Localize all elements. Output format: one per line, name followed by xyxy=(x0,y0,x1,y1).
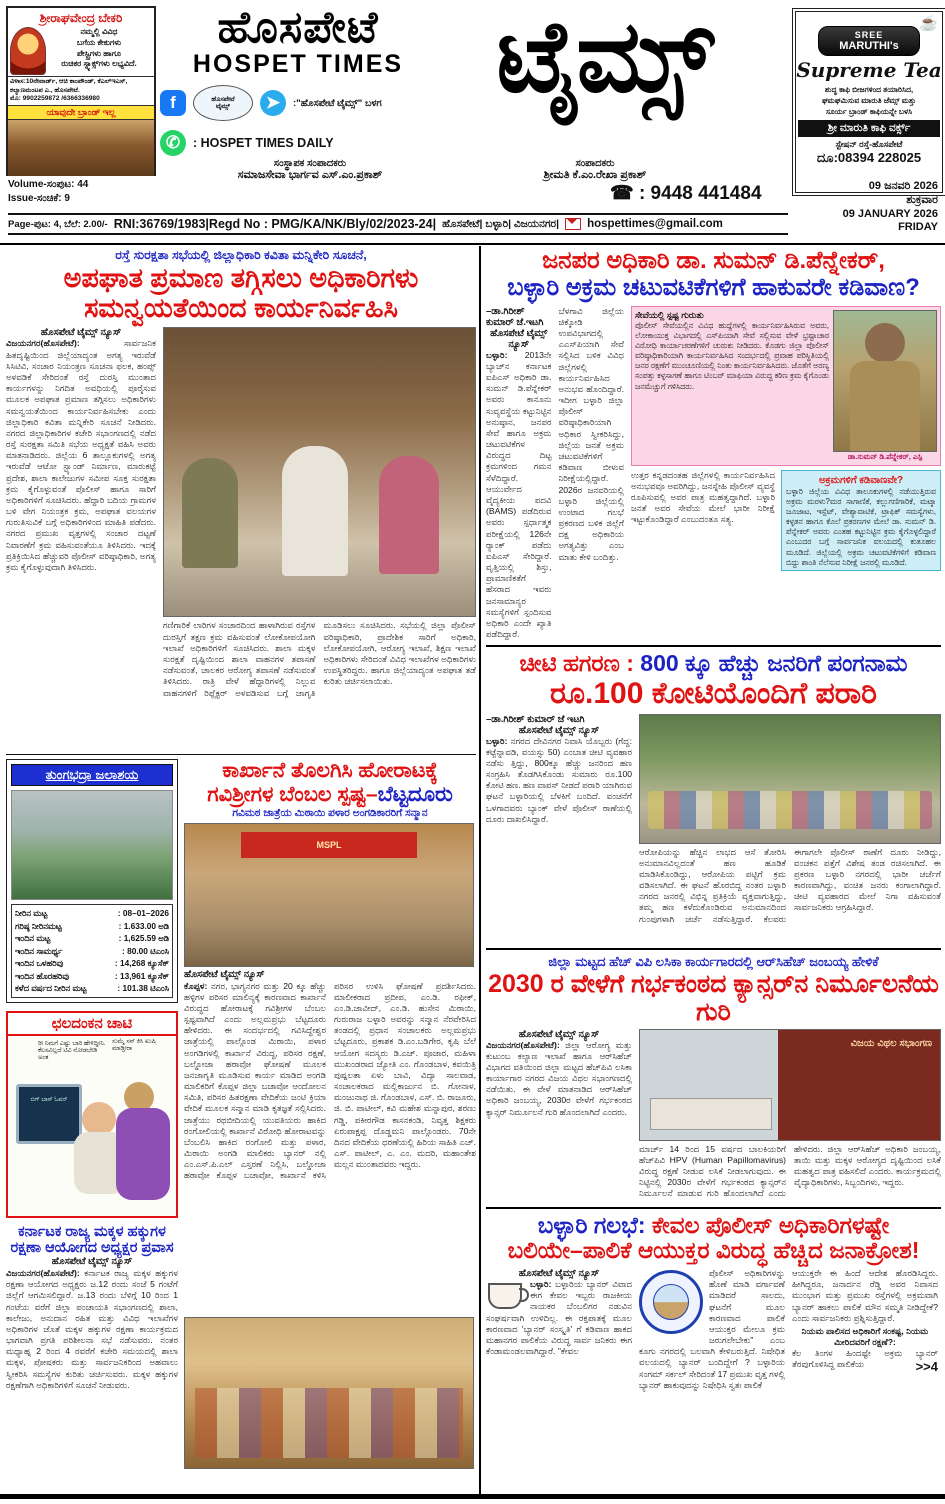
seal-emblem xyxy=(653,1284,689,1320)
reservoir-box xyxy=(6,759,178,1002)
ad-tea-line: ಸೂರ್ಯ ಬ್ರಾಂಡ್ ಕಾಫಿಯನ್ನೇ ಬಳಸಿ xyxy=(825,107,913,116)
teacup-icon: ☕ xyxy=(919,15,938,32)
a5-body-col1: ಬಳ್ಳಾರಿಯ ಬ್ಯಾನರ್ ವಿವಾದ ಈಗ ಕೇವಲ ಇಬ್ಬರು ರಾಜಕೀಯ ನಾಯಕರ ಬೆಂಬಲಿಗರ ನಡುವಿನ ಸಂಘರ್ಷವಾಗಿ ಉಳಿದಿಲ್ಲ. ಈ ರಕ್ತಪಾತಕ್ಕೆ ಮೂಲ ಕಾರಣವಾದ 'ಬ್ಯಾನರ್ ಸಂಸ್ಕೃತಿ' ಗೆ ಕಡಿವಾಣ ಹಾಕದ ಮಹಾನಗರ ಪಾಲಿಕೆಯ ವಿರುದ್ಧ ಸಾರ್ವ ಜನಿಕರು ಈಗ ಕೆಂಡಾಮಂಡಲವಾಗಿದ್ದಾರೆ. "ಕೇವಲ xyxy=(486,1279,633,1357)
victims-park-photo xyxy=(639,714,941,844)
teacup-sketch-icon xyxy=(488,1283,522,1309)
ad-bakery-line: ಪೇಸ್ಟ್ರಿಗಳು ಹಾಗೂ xyxy=(76,48,122,58)
cartoon-bubble: ಸುಮ್ಮೆ ಸನ್ ಕಿಸಿ ಖುಷಿ ಮಾಡ್ತೀರಾ xyxy=(112,1037,156,1052)
mspl-sanman-photo xyxy=(184,823,474,967)
editor-block xyxy=(470,158,720,182)
editor-label: ಸಂಪಾದಕರು xyxy=(575,158,615,169)
issue-label: Issue-ಸಂಚಿಕೆ: 9 xyxy=(8,192,70,204)
a1-col1 xyxy=(6,327,156,748)
a4-col1 xyxy=(486,1029,632,1202)
gmail-icon xyxy=(565,218,581,230)
mspl-banner: MSPL xyxy=(241,832,417,858)
cartoon-bubble: ರೀ ನಿಮಗೆ ಎಷ್ಟು ಬಾರಿ ಹೇಳಿದ್ದೀನಿ. ಕೆಲಸವಿಲ್ಲದೆ ಟಿವಿ ನೋಡಬೇಡಿ ಅಂತ xyxy=(38,1039,106,1061)
hall-banner-text: ವಿಜಯ ವಿಥಲ ಸಭಾಂಗಣ xyxy=(850,1037,932,1049)
reservoir-row: ಇಂದಿನ ಒಳಹರಿವು : 14,268 ಕ್ಯೂಸೆಕ್ xyxy=(15,958,169,969)
contact-phone: ☎ : 9448 441484 xyxy=(610,183,762,204)
a1-headline: ಅಪಘಾತ ಪ್ರಮಾಣ ತಗ್ಗಿಸಲು ಅಧಿಕಾರಿಗಳು ಸಮನ್ವಯತೆಯಿಂದ ಕಾರ್ಯನಿರ್ವಹಿಸಿ xyxy=(63,263,419,324)
circulation-places: ಹೊಸಪೇಟೆ| ಬಳ್ಳಾರಿ| ವಿಜಯನಗರ| xyxy=(442,217,560,230)
ad-tea-brand1: SREE xyxy=(854,30,884,40)
left-strip xyxy=(6,759,178,1468)
a5-headline1: ಬಳ್ಳಾರಿ ಗಲಭೆ: ಕೇವಲ ಪೊಲೀಸ್ ಅಧಿಕಾರಿಗಳಷ್ಟೇ xyxy=(537,1211,890,1238)
dais-table xyxy=(650,1098,772,1130)
reservoir-row: ಇಂದಿನ ಸಾಮರ್ಥ್ಯ : 80.00 ಟಿಎಂಸಿ xyxy=(15,945,169,956)
rni-number: RNI:36769/1983|Regd No : PMG/KA/NK/Bly/02/2023-24| xyxy=(113,217,437,231)
a2-right-stack xyxy=(631,306,941,640)
reservoir-table xyxy=(11,904,173,997)
pink-box-body: ಪೊಲೀಸ್ ಸೇವೆಯಲ್ಲಿನ ವಿವಿಧ ಹುದ್ದೆಗಳಲ್ಲಿ ಕಾರ್ಯನಿರ್ವಹಿಸಿರುವ ಅವರು, ಲೋಕಾಯುಕ್ತ ವಿಭಾಗದಲ್ಲಿ ಎಸ್‌ಪಿಯಾಗಿ ಸೇವೆ ಸಲ್ಲಿಸುವ ವೇಳೆ ಭ್ರಷ್ಟಾಚಾರ ವಿರೋಧಿ ಕಾರ್ಯಾಚರಣೆಗಳಿಗೆ ಚುರುಕು ನೀಡಿದರು. ಕೊಡಗು ಜಿಲ್ಲಾ ಪೊಲೀಸ್ ವರಿಷ್ಠಾಧಿಕಾರಿಯಾಗಿ ಕಾರ್ಯನಿರ್ವಹಿಸಿದ ಸಂದರ್ಭದಲ್ಲಿ ಪ್ರವಾಹ ಪರಿಸ್ಥಿತಿಯಲ್ಲಿ ಜನರ ರಕ್ಷಣೆಗೆ ಮುಂಚೂಣಿಯಲ್ಲಿ ನಿಂತು ಕಾರ್ಯನಿರ್ವಹಿಸಿದರು. ಜೊತೆಗೆ ಅರಣ್ಯ ಸಂಪತ್ತು ಕಳ್ಳಸಾಗಣೆ ಹಾಗೂ ಟಿಂಬರ್ ಮಾಫಿಯಾ ವಿರುದ್ಧ ಕಠಿಣ ಕ್ರಮ ಕೈಗೊಂಡು ಜನಮೆಚ್ಚುಗೆ ಗಳಿಸಿದರು. xyxy=(635,320,829,391)
phone-icon: ☎ xyxy=(610,183,634,204)
article-hpv xyxy=(486,954,941,1202)
meeting-photo xyxy=(163,327,476,617)
a2-body-col1: 2013ನೇ ಬ್ಯಾಚ್‌ನ ಕರ್ನಾಟಕ ಐಪಿಎಸ್ ಅಧಿಕಾರಿ ಡಾ. ಸುಮನ್ ಡಿ.ಪೆನ್ನೇಕರ್ ಅವರು ಕಾನೂನು ಸುವ್ಯವಸ್ಥೆಯ ಕಟ್ಟುನಿಟ್ಟಿನ ಅನುಷ್ಠಾನ, ಜನಪರ ಸೇವೆ ಹಾಗೂ ಅಕ್ರಮ ಚಟುವಟಿಕೆಗಳ ವಿರುದ್ಧದ ದಿಟ್ಟ ಕ್ರಮಗಳಿಂದ ಗಮನ ಸೆಳೆದಿದ್ದಾರೆ. ಆಯುರ್ವೇದ ವೈದ್ಯಕೀಯ ಪದವಿ (BAMS) ಪಡೆದಿರುವ ಅವರು ಸ್ಪರ್ಧಾತ್ಮಕ ಪರೀಕ್ಷೆಯಲ್ಲಿ 126ನೇ ರ‍್ಯಾಂಕ್ ಪಡೆದು ಐಪಿಎಸ್ ಸೇರಿದ್ದಾರೆ. ವೃತ್ತಿಯಲ್ಲಿ ಶಿಸ್ತು, ಪ್ರಾಮಾಣಿಕತೆಗೆ ಹೆಸರಾದ ಇವರು ಜನಸಾಮಾನ್ಯರ ಸಮಸ್ಯೆಗಳಿಗೆ ಸ್ಪಂದಿಸುವ ಅಧಿಕಾರಿ ಎಂದೇ ಖ್ಯಾತಿ ಪಡೆದಿದ್ದಾರೆ. xyxy=(486,349,552,640)
officer-caption: ಡಾ.ಸುಮನ್ ಡಿ.ಪೆನ್ನೇಕರ್, ಎಸ್ಪಿ xyxy=(847,451,923,461)
a7-dateline: ವಿಜಯನಗರ(ಹೊಸಪೇಟೆ): xyxy=(6,1268,80,1278)
a6-headline: ಕಾರ್ಖಾನೆ ತೊಲಗಿಸಿ ಹೋರಾಟಕ್ಕೆ ಗವಿಶ್ರೀಗಳ ಬೆಂಬಲ ಸ್ಪಷ್ಟ–ಬೆಟ್ಟದೂರು xyxy=(207,759,453,806)
masthead xyxy=(158,3,438,156)
header-divider xyxy=(0,243,945,245)
a1-dateline: ವಿಜಯನಗರ(ಹೊಸಪೇಟೆ): xyxy=(6,338,80,349)
a3-body-cols: ಆರೋಪಿಯನ್ನು ಹೆಚ್ಚಿನ ಲಾಭದ ಆಸೆ ತೋರಿಸಿ ಅನುಮಾನವಿಲ್ಲದಂತೆ ಹಣ ಹೂಡಿಕೆ ಮಾಡಿಸಿಕೊಂಡಿದ್ದು, ಆರೋಪಿಯ ಪಟ್ಟಿಗೆ ಕ್ರಮ ವಡಿಸಲಾಗಿದೆ. ಈ ಘಟನೆ ಹೊರಬಿದ್ದ ನಂತರ ಬಳ್ಳಾರಿ ನಗರದ ಜನರಲ್ಲಿ ವಿಭಿನ್ನ ಪ್ರತಿಕ್ರಿಯೆ ವ್ಯಕ್ತವಾಗುತ್ತಿದ್ದು, ತಮ್ಮ ಹಣ ಕಳೆದುಕೊಂಡಿರುವ ಅನುಮಾನದಿಂದ ಗುಂಪುಗಳಾಗಿ ಚರ್ಚೆ ನಡೆಸುತ್ತಿದ್ದಾರೆ. ಕೆಲವರು ಈಗಾಗಲೇ ಪೊಲೀಸ್ ಠಾಣೆಗೆ ದೂರು ನೀಡಿದ್ದು, ವಂಚಕನ ಪತ್ತೆಗೆ ವಿಶೇಷ ತಂಡ ರಚಿಸಲಾಗಿದೆ. ಈ ಪ್ರಕರಣ ಬಳ್ಳಾರಿ ನಗರದಲ್ಲಿ ಭಾರೀ ಚರ್ಚೆಗೆ ಕಾರಣವಾಗಿದ್ದು, ವಂಚಿತ ಜನರು ಕಂಗಾಲಾಗಿದ್ದಾರೆ. ಚೀಟಿ ವ್ಯವಹಾರದ ಮೇಲೆ ನಿಗಾ ವಹಿಸುವಂತೆ ಸಾರ್ವಜನಿಕರು ಆಗ್ರಹಿಸಿದ್ದಾರೆ. xyxy=(639,846,941,924)
a5-col3 xyxy=(792,1268,938,1391)
a6-kicker: ಗವಿಮಠ ಜಾತ್ರೆಯ ಮಿಠಾಯಿ ಪಳಾರ ಅಂಗಡಿಕಾರರಿಗೆ ಸನ್ಮಾನ xyxy=(232,806,428,819)
left-column xyxy=(6,248,476,1469)
ad-supreme-tea xyxy=(792,8,945,196)
date-block xyxy=(795,180,938,235)
officer-uniform xyxy=(850,361,920,451)
founder-block xyxy=(160,158,460,182)
a4-body-cols: ಮಾರ್ಚ್ 14 ರಿಂದ 15 ವರ್ಷದ ಬಾಲಕಿಯರಿಗೆ ಹೆಚ್‌ಪಿವಿ HPV (Human Papillomavirus) ವಿರುದ್ಧ ರಕ್ಷಣೆ ನೀಡುವ ಲಸಿಕೆ ನೀಡಲಾಗುವುದು. ಈ ನಿಟ್ಟಿನಲ್ಲಿ 2030ರ ವೇಳೆಗೆ ಗರ್ಭಕಂಠದ ಕ್ಯಾನ್ಸರ್‌ನ ನಿರ್ಮೂಲನೆ ಮಾಡುವ ಗುರಿ ಹೊಂದಲಾಗಿದೆ ಎಂದು ಹೇಳಿದರು. ಜಿಲ್ಲಾ ಆರ್‌ಸಿಹೆಚ್ ಅಧಿಕಾರಿ ಜಂಬಯ್ಯ, ತಾಯಿ ಮತ್ತು ಮಕ್ಕಳ ಆರೋಗ್ಯದ ದೃಷ್ಟಿಯಿಂದ ಲಸಿಕೆ ಮಹತ್ವದ ಪಾತ್ರ ವಹಿಸಲಿದೆ ಎಂದರು. ಕಾರ್ಯಕ್ರಮದಲ್ಲಿ ವೈದ್ಯಾಧಿಕಾರಿಗಳು, ಸಿಬ್ಬಂದಿಗಳು, ಇದ್ದರು. xyxy=(639,1143,941,1199)
email-address: hospettimes@gmail.com xyxy=(587,218,723,230)
registration-line xyxy=(8,213,788,235)
officer-head xyxy=(865,323,905,363)
volume-block xyxy=(8,178,158,205)
deity-image xyxy=(10,27,46,75)
a4-body-col1: ಜಿಲ್ಲಾ ಆರೋಗ್ಯ ಮತ್ತು ಕುಟುಂಬ ಕಲ್ಯಾಣ ಇಲಾಖೆ ಹಾಗೂ ಆರ್‌ಸಿಹೆಚ್ ವಿಭಾಗದ ವತಿಯಿಂದ ಜಿಲ್ಲಾ ಮಟ್ಟದ ಹೆಚ್‌ಪಿವಿ ಲಸಿಕಾ ಕಾರ್ಯಾಗಾರ ನಗರದ ವಿಜಯ ವಿಥಲ ಸಭಾಂಗಣದಲ್ಲಿ ನಡೆಯಿತು. ಈ ವೇಳೆ ಮಾತನಾಡಿದ ಆರ್‌ಸಿಹೆಚ್ ಅಧಿಕಾರಿ ಜಂಬಯ್ಯ, 2030ರ ವೇಳೆಗೆ ಗರ್ಭಕಂಠದ ಕ್ಯಾನ್ಸರ್ ನಿರ್ಮೂಲನೆ ಗುರಿ ಹೊಂದಲಾಗಿದೆ ಎಂದರು. xyxy=(486,1039,632,1117)
ad-tea-phone: ದೂ:08394 228025 xyxy=(816,150,922,165)
founder-name: ಸಮಾಜಸೇವಾ ಭಾರ್ಗವ ಎಸ್.ಎಂ.ಪ್ರಕಾಶ್ xyxy=(237,169,383,181)
ad-tea-address: ಸ್ಟೇಷನ್ ರಸ್ತೆ-ಹೊಸಪೇಟೆ xyxy=(835,139,903,149)
ad-bakery-line: ನಮ್ಮಲ್ಲಿ ವಿವಿಧ xyxy=(80,27,118,36)
blue-box-title: ಅಕ್ರಮಗಳಿಗೆ ಕಡಿವಾಣವೇ? xyxy=(818,474,904,486)
article-chit-scam xyxy=(486,651,941,942)
reservoir-row: ಕಳೆದ ವರ್ಷದ ನೀರಿನ ಮಟ್ಟ : 101.38 ಟಿಎಂಸಿ xyxy=(15,983,169,994)
a2-headline-blue: ಬಳ್ಳಾರಿ ಅಕ್ರಮ ಚಟುವಟಿಕೆಗಳಿಗೆ ಹಾಕುವರೇ ಕಡಿವಾಣ? xyxy=(507,273,920,301)
article-divider xyxy=(486,1207,941,1209)
day-english: FRIDAY xyxy=(898,221,938,234)
volume-label: Volume-ಸಂಪುಟ: 44 xyxy=(8,179,89,190)
day-kannada: ಶುಕ್ರವಾರ xyxy=(906,193,938,206)
ad-bakery-line: ಬಗೆಯ ಕೇಕುಗಳು xyxy=(76,37,122,47)
article-ballari-riot xyxy=(486,1213,941,1391)
cartoon-tv: ಬಿಗ್ ಬಾಸ್ ಓಪನ್ xyxy=(16,1084,82,1144)
cartoon-woman-body xyxy=(116,1108,170,1200)
a1-right-area xyxy=(163,327,476,748)
a7-body: ಕರ್ನಾಟಕ ರಾಜ್ಯ ಮಕ್ಕಳ ಹಕ್ಕುಗಳ ರಕ್ಷಣಾ ಆಯೋಗದ ಅಧ್ಯಕ್ಷರು ಜ.12 ರಂದು ಸಂಜೆ 5 ಗಂಟೆಗೆ ಜಿಲ್ಲೆಗೆ ಆಗಮಿಸಲಿದ್ದಾರೆ. ಜ.13 ರಂದು ಬೆಳಿಗ್ಗೆ 10 ರಿಂದ 1 ಗಂಟೆಯ ವರೆಗೆ ಜಿಲ್ಲಾ ಪಂಚಾಯತಿ ಸಭಾಂಗಣದಲ್ಲಿ ಶಾಲಾ, ಕಾಲೇಜು, ಅನುದಾನ ರಹಿತ ಮತ್ತು ವಿವಿಧ ಇಲಾಖೆಗಳ ಅಧಿಕಾರಿಗಳ ಜೊತೆ ಮಕ್ಕಳ ಹಕ್ಕುಗಳ ರಕ್ಷಣಾ ಕಾರ್ಯಕ್ರಮದ ಭಾಗವಾಗಿ ಪ್ರಗತಿ ಪರಿಶೀಲನಾ ಸಭೆ ನಡೆಸುವರು. ನಂತರ ಮಧ್ಯಾಹ್ನ 2 ರಿಂದ 4 ರವರೆಗೆ ಕಚೇರಿ ಸಮಯದಲ್ಲಿ ಶಾಲಾ ಮಕ್ಕಳ, ಪೋಷಕರು ಮತ್ತು ಸಾರ್ವಜನಿಕರಿಂದ ಅಹವಾಲು ಸ್ವೀಕರಿಸಿ ಸಮಸ್ಯೆಗಳ ಕುರಿತು ಚರ್ಚಿಸುವರು. ಮಕ್ಕಳ ಹಕ್ಕುಗಳ ರಕ್ಷಣೆಗಾಗಿ ಅಧಿಕಾರಿಗಳಿಗೆ ಸೂಚನೆ ನೀಡುವರು. xyxy=(6,1268,178,1390)
cartoon-box xyxy=(6,1011,178,1218)
a1-body-col2: ಗಣಿಗಾರಿಕೆ ಲಾರಿಗಳ ಸಂಚಾರದಿಂದ ಹಾಳಾಗಿರುವ ರಸ್ತೆಗಳ ದುರಸ್ತಿಗೆ ತಕ್ಷಣ ಕ್ರಮ ವಹಿಸುವಂತೆ ಲೋಕೋಪಯೋಗಿ ಇಲಾಖೆ ಅಧಿಕಾರಿಗಳಿಗೆ ಸೂಚಿಸಿದರು. ಶಾಲಾ ಮಕ್ಕಳ ಸುರಕ್ಷತೆ ದೃಷ್ಟಿಯಿಂದ ಶಾಲಾ ವಾಹನಗಳ ತಪಾಸಣೆ ನಡೆಸುವಂತೆ, ಚಾಲಕರ ಆರೋಗ್ಯ ತಪಾಸಣೆ ನಡೆಸುವಂತೆ ತಿಳಿಸಿದರು. ರಾತ್ರಿ ವೇಳೆ ಹೆದ್ದಾರಿಗಳಲ್ಲಿ ನಿಲ್ಲುವ ವಾಹನಗಳಿಗೆ ರಿಫ್ಲೆಕ್ಟರ್ ಅಳವಡಿಸುವ ಬಗ್ಗೆ ಜಾಗೃತಿ ಮೂಡಿಸಲು ಸೂಚಿಸಿದರು. xyxy=(163,620,396,698)
a6-body-col2: ಮಾಲೀಕರಾದ ಪ್ರದೀಪ, ಎಂ.ಡಿ. ರಫೀಕ್, ಎಂ.ಡಿ.ಜಾವೀದ್, ಎಂ.ಡಿ. ಹುಸೇನ ಮಿಠಾಯಿ, ಗುರುರಾಜ ಬಳ್ಳಾರಿ ಅವರನ್ನು ಸನ್ಮಾನ ನೆರವೇರಿಸಿದ ತಂಡದಲ್ಲಿ ಪ್ರಧಾನ ಸಂಚಾಲಕರು ಅಲ್ಲಮಪ್ರಭು ಬೆಟ್ಟದೂರು, ಪ್ರಕಾಶಕ ಡಿ.ಎಂ.ಬಡಿಗೇರ, ಕೃಷಿ ಬೆಲೆ ಆಯೋಗ ಸದಸ್ಯರು ಡಿ.ಎಚ್. ಪೂಜಾರ, ಮಹಿಳಾ ಮುಖಂಡರಾದ ಜ್ಯೋತಿ ಎಂ. ಗೊಂಡಬಾಳ, ಕವಯಿತ್ರಿ ಪುಷ್ಪಲತಾ ಏಳು ಬಾವಿ, ವಿದ್ಯಾ ಸಾಲವಾಡ, ಸಂಚಾಲಕರಾದ ಮಲ್ಲಿಕಾರ್ಜುನ ಬಿ. ಗೋನಾಳ, ಮಂಜುನಾಥ ಜಿ. ಗೊಂಡಬಾಳ, ಎಸ್. ಬಿ. ರಾಜೂರು, ಜಿ. ಬಿ. ಪಾಟೀಲ್, ಕವಿ ಮಹೇಶ ಮನ್ನಾಪುರ, ಶರಣು ಗಡ್ಡಿ, ಪಕೀರಗೌಡ ಕಾಸನಕಂಡಿ, ನಿವೃತ್ತ ಶಿಕ್ಷಕರು ಏರುಪಾಕ್ಷಪ್ಪ ದೊಡ್ಡಮನಿ ಪಾಲ್ಗೊಂಡರು. 70ನೇ ದಿನದ ವೇದಿಕೆಯ ಧರಣೆಯಲ್ಲಿ ಹಿರಿಯ ಸಾಹಿತಿ ಎಚ್. ಎಸ್. ಪಾಟೀಲ್, ಎ. ಎಂ. ಮದರಿ, ಮಹಾಂತೇಶ ಮಲ್ಲನ ಮುಂತಾದವರು ಇದ್ದರು. xyxy=(334,991,476,1170)
ad-tea-line: ಶುದ್ಧ ಕಾಫಿ ಬೀಜಗಳಿಂದ ತಯಾರಿಸಿದ, xyxy=(824,85,914,94)
seated-crowd xyxy=(648,791,932,829)
reservoir-title: ತುಂಗಭದ್ರಾ ಜಲಾಶಯ xyxy=(11,764,173,786)
telegram-icon: ➤ xyxy=(260,90,286,116)
a4-headline: 2030 ರ ವೇಳೆಗೆ ಗರ್ಭಕಂಠದ ಕ್ಯಾನ್ಸರ್‌ನ ನಿರ್ಮೂಲನೆಯ ಗುರಿ xyxy=(488,969,939,1026)
page-price: Page-ಪುಟ: 4, ಬೆಲೆ: 2.00/- xyxy=(8,218,108,230)
a4-dateline: ವಿಜಯನಗರ(ಹೊಸಪೇಟೆ): xyxy=(486,1039,560,1050)
speaker-figure xyxy=(282,446,348,576)
a4-byline: ಹೊಸಪೇಟೆ ಟೈಮ್ಸ್ ನ್ಯೂಸ್ xyxy=(518,1028,600,1040)
a5-subhead: ನಿಯಮ ಪಾಲಿಸದ ಅಧಿಕಾರಿಗೆ ಸಂಕಷ್ಟ, ನಿಯಮ ಮೀರಿದವರಿಗೆ ರಕ್ಷಣೆ?: xyxy=(801,1325,929,1348)
editor-name: ಶ್ರೀಮತಿ ಕೆ.ಎಂ.ರೇಖಾ ಪ್ರಕಾಶ್ xyxy=(543,169,647,181)
a1-body-col3: ಸಭೆಯಲ್ಲಿ ಜಿಲ್ಲಾ ಪೊಲೀಸ್ ವರಿಷ್ಠಾಧಿಕಾರಿ, ಪ್ರಾದೇಶಿಕ ಸಾರಿಗೆ ಅಧಿಕಾರಿ, ಲೋಕೋಪಯೋಗಿ, ಆರೋಗ್ಯ ಇಲಾಖೆ, ಶಿಕ್ಷಣ ಇಲಾಖೆ ಅಧಿಕಾರಿಗಳು ಸೇರಿದಂತೆ ವಿವಿಧ ಇಲಾಖೆಗಳ ಅಧಿಕಾರಿಗಳು ಉಪಸ್ಥಿತರಿದ್ದರು. ಹಾಗೂ ಜಿಲ್ಲೆಯಾದ್ಯಂತ ಅಪಘಾತ ತಡೆ ಕುರಿತು ಚರ್ಚಿಸಲಾಯಿತು. xyxy=(323,620,476,687)
right-column xyxy=(486,248,941,1391)
ad-bakery-line: ರುಚಿಕರ ಸ್ನ್ಯಾಕ್ಸ್‌ಗಳು ಲಭ್ಯವಿದೆ. xyxy=(61,59,137,69)
a6-body-col1: ನಗರ, ಭಾಗ್ಯನಗರ ಮತ್ತು 20 ಕ್ಕೂ ಹೆಚ್ಚು ಹಳ್ಳಿಗಳ ಪರಿಸರ ಮಾಲಿನ್ಯಕ್ಕೆ ಕಾರಣವಾದ ಕಾರ್ಖಾನೆ ವಿರುದ್ಧದ ಹೋರಾಟಕ್ಕೆ ಗವಿಶ್ರೀಗಳ ಬೆಂಬಲ ಸ್ಪಷ್ಟವಾಗಿದೆ ಎಂದು ಅಲ್ಲಮಪ್ರಭು ಬೆಟ್ಟದೂರು ಹೇಳಿದರು. ಈ ಸಂದರ್ಭದಲ್ಲಿ ಗವಿಸಿದ್ಧೇಶ್ವರ ಜಾತ್ರೆಯಲ್ಲಿ ಪಾಲ್ಗೊಂಡ ಮಿಠಾಯಿ, ಪಳಾರ ಅಂಗಡಿಗಳಲ್ಲಿ ಕಾರ್ಖಾನೆ ವಿರುದ್ಧ, ಪರಿಸರ ರಕ್ಷಣೆ, ಬಲ್ಡೋಜಾ ಹಠಾವೋ ಘೋಷಣೆ ಮೂಲಕ ಜನಜಾಗೃತಿ ಮೂಡಿಸುವ ಕಾರ್ಯ ಮಾಡಿದ ಅಂಗಡಿ ಮಾಲಿಕರಿಗೆ ಕೊಪ್ಪಳ ಜಿಲ್ಲಾ ಬಚಾವೋ ಆಂದೋಲನ ಸಮಿತಿ, ಪರಿಸರ ಹಿತರಕ್ಷಣಾ ವೇದಿಕೆಯ ಜಂಟಿ ಕ್ರಿಯಾ ವೇದಿಕೆ ಮೂಲಕ ಸನ್ಮಾನ ಮಾಡಿ ಕೃತಜ್ಞತೆ ಸಲ್ಲಿಸಿದರು. ಜಾತ್ರೆಯು ರಥಬೀದಿಯಲ್ಲಿ ಯುವತಿಯರು ಹಾಕಿದ ರಂಗೋಲಿಯಲ್ಲಿ ಕಾರ್ಖಾನೆ ವಿರೋಧಿ ಹೋರಾಟವನ್ನು ಬೆಂಬಲಿಸಿ ಹಾಕಿದ ರಂಗೋಲಿ ಮತ್ತು ಪಳಾರ, ಮಿಠಾಯಿ ಅಂಗಡಿ ಮಾಲಿಕರು ಬ್ಯಾನರ್ ನಲ್ಲಿ ಎಂ.ಎಸ್.ಪಿ.ಎಲ್ ಎಸ್ತರಣೆ ನಿಲ್ಲಿಸಿ, ಬಲ್ಡೋಜಾ ಹಠಾವೋ ಕೊಪ್ಪಳ ಬಚಾವೋ, ಕಾರ್ಖಾನೆ ಕಳಿಸಿ ಪರಿಸರ ಉಳಿಸಿ ಘೋಷಣೆ ಪ್ರದರ್ಶಿಸಿದರು. xyxy=(184,980,476,1181)
article-divider xyxy=(486,645,941,647)
ad-bakery-phone: ಮೊ: 9902259872 /6366336980 xyxy=(10,95,100,103)
a6-dateline: ಕೊಪ್ಪಳ: xyxy=(184,980,208,991)
reservoir-row: ಗರಿಷ್ಠ ನೀರಿನಮಟ್ಟ : 1.633.00 ಅಡಿ xyxy=(15,920,169,931)
procession-crowd xyxy=(195,1388,463,1458)
a7-byline: ಹೊಸಪೇಟೆ ಟೈಮ್ಸ್ ನ್ಯೂಸ್ xyxy=(51,1256,133,1267)
a6-byline: ಹೊಸಪೇಟೆ ಟೈಮ್ಸ್ ನ್ಯೂಸ್ xyxy=(184,968,265,980)
a5-byline: ಹೊಸಪೇಟೆ ಟೈಮ್ಸ್ ನ್ಯೂಸ್ xyxy=(518,1268,600,1280)
pink-profile-box xyxy=(631,306,941,466)
reservoir-row: ನೀರಿನ ಮಟ್ಟ : 08–01–2026 xyxy=(15,908,169,919)
telegram-group-label: :"ಹೊಸಪೇಟೆ ಟೈಮ್ಸ್" ಬಳಗ xyxy=(293,97,382,109)
a3-col1 xyxy=(486,714,632,943)
date-kannada: 09 ಜನವರಿ 2026 xyxy=(868,180,938,192)
cartoon-image xyxy=(8,1036,176,1216)
newspaper-logo: ಟೈಮ್ಸ್ xyxy=(496,1,714,113)
cartoon-title: ಛಲದಂಕನ ಚಾಟಿ xyxy=(8,1013,176,1036)
a5-tail: ಕೆಲ ತಿಂಗಳ ಹಿಂದಷ್ಟೇ ಅಕ್ರಮ ಬ್ಯಾನರ್ ತೆರವುಗೊಳಿಸಿದ್ದ ಪಾಲಿಕೆಯ xyxy=(792,1348,938,1370)
workshop-photo xyxy=(639,1029,941,1141)
ballari-corporation-seal xyxy=(639,1270,703,1334)
a5-body-col3: ಆಯುಕ್ತರೇ ಈ ಹಿಂದೆ ಆದೇಶ ಹೊರಡಿಸಿದ್ದರು. ಹೀಗಿದ್ದರೂ, ಜನಾರ್ದನ ರೆಡ್ಡಿ ಅವರ ನಿವಾಸದ ಮುಂಭಾಗ ಮತ್ತು ಪ್ರಮುಖ ರಸ್ತೆಗಳಲ್ಲಿ ಅಕ್ರಮವಾಗಿ ಬ್ಯಾನರ್ ಹಾಕಲು ಪಾಲಿಕೆ ಮೌನ ಸಮ್ಮತಿ ನೀಡಿದ್ದೇಕೆ? ಎಂದು ಸಾರ್ವಜನಿಕರು ಪ್ರಶ್ನಿಸುತ್ತಿದ್ದಾರೆ. xyxy=(792,1268,938,1323)
procession-photo xyxy=(184,1317,474,1469)
a2-byline: ಹೊಸಪೇಟೆ ಟೈಮ್ಸ್ ನ್ಯೂಸ್ xyxy=(490,327,548,350)
cartoon-man xyxy=(82,1102,116,1136)
a5-headline2: ಬಲಿಯೇ–ಪಾಲಿಕೆ ಆಯುಕ್ತರ ವಿರುದ್ಧ ಹೆಚ್ಚಿದ ಜನಾಕ್ರೋಶ! xyxy=(507,1237,920,1264)
ad-tea-name: Supreme Tea xyxy=(796,58,942,82)
a2-col2 xyxy=(559,306,625,640)
article-child-rights xyxy=(6,1224,178,1391)
ad-tea-company: ಶ್ರೀ ಮಾರುತಿ ಕಾಫಿ ವರ್ಕ್ಸ್ xyxy=(798,120,940,137)
ad-bakery-strip: ಯಾವುದೇ ಬ್ರಾಂಡ್ ಇಲ್ಲ xyxy=(8,105,154,119)
date-english: 09 JANUARY 2026 xyxy=(842,207,938,220)
ad-bakery-title: ಶ್ರೀರಾಘವೇಂದ್ರ ಬೇಕರಿ xyxy=(39,11,123,25)
bakery-products-photo xyxy=(8,119,154,176)
article-sp-pennekar xyxy=(486,248,941,640)
a5-col2 xyxy=(639,1268,785,1391)
a5-body-col2: ಪೊಲೀಸ್ ಅಧಿಕಾರಿಗಳನ್ನು ಹೊಣೆ ಮಾಡಿ ವರ್ಗಾವಣೆ ಮಾಡಿದರೆ ಸಾಲದು, ಘಟನೆಗೆ ಮೂಲ ಕಾರಣವಾದ ಪಾಲಿಕೆ ಆಯುಕ್ತರ ಮೇಲೂ ಕ್ರಮ ಜರುಗಲೇಬೇಕು" ಎಂಬ ಕೂಗು ನಗರದಲ್ಲಿ ಬಲವಾಗಿ ಕೇಳಿಬರುತ್ತಿದೆ. ನಿಷೇಧಿತ ವಲಯದಲ್ಲಿ ಬ್ಯಾನರ್ ಬಂದಿದ್ದೇಗೆ ? ಬಳ್ಳಾರಿಯ ಸಂಗಮ್ ಸರ್ಕಲ್ ಸೇರಿದಂತೆ 17 ಪ್ರಮುಖ ವೃತ್ತ ಗಳಲ್ಲಿ ಬ್ಯಾನರ್ ಹಾಕುವುದನ್ನು ನಿಷೇಧಿಸಿ ಸ್ವತಃ ಪಾಲಿಕೆ xyxy=(639,1268,785,1390)
facebook-icon: f xyxy=(160,90,186,116)
reservoir-row: ಇಂದಿನ ಹೊರಹರಿವು : 13,961 ಕ್ಯೂಸೆಕ್ xyxy=(15,970,169,981)
whatsapp-icon: ✆ xyxy=(160,130,186,156)
whatsapp-channel-label: : HOSPET TIMES DAILY xyxy=(193,136,334,150)
article-factory xyxy=(184,759,476,1468)
officer-portrait xyxy=(833,310,937,452)
bottom-rule xyxy=(0,1494,945,1499)
a2-author: –ಡಾ.ಗಿರೀಶ್ ಕುಮಾರ್ ಜೆ.ಇಟಗಿ xyxy=(486,305,544,328)
ad-tea-line: ಘಮಘಮಿಸುವ ಮಾರುತಿ ಜೆಮ್ಸ್ ಮತ್ತು xyxy=(821,96,917,105)
blue-info-box xyxy=(781,470,941,571)
a3-byline: ಹೊಸಪೇಟೆ ಟೈಮ್ಸ್ ನ್ಯೂಸ್ xyxy=(518,724,600,736)
a5-col1 xyxy=(486,1268,632,1391)
a2-col3: ಉತ್ತರ ಕನ್ನಡದಂತಹ ಜಿಲ್ಲೆಗಳಲ್ಲಿ ಕಾರ್ಯನಿರ್ವಹಿಸಿದ ಅನುಭವವೂ ಅವರಿಗಿದ್ದು, ಜನಸ್ನೇಹಿ ಪೊಲೀಸ್ ವ್ಯವಸ್ಥೆ ರೂಪಿಸುವಲ್ಲಿ ಅವರ ಪಾತ್ರ ಮಹತ್ವದ್ದಾಗಿದೆ. ಬಳ್ಳಾರಿ ಜನತೆ ಅವರ ಸೇವೆಯ ಮೇಲೆ ಭಾರೀ ನಿರೀಕ್ಷೆ ಇಟ್ಟುಕೊಂಡಿದ್ದಾರೆ ಎಂಬುದಂತೂ ಸತ್ಯ. xyxy=(631,469,776,525)
a2-col1 xyxy=(486,306,552,640)
a3-author: –ಡಾ.ಗಿರೀಶ್ ಕುಮಾರ್ ಜೆ ಇಟಗಿ xyxy=(486,713,585,725)
a3-headline2: ರೂ.100 ಕೋಟಿಯೊಂದಿಗೆ ಪರಾರಿ xyxy=(550,676,877,710)
continued-page-marker: >>4 xyxy=(915,1359,938,1375)
a3-body-col1: ನಗರದ ದೇವಿನಗರ ನಿವಾಸಿ ಯೊಬ್ಬರು (ಗೆದ್ದ: ಕಟ್ಟೆನ್ನಾವಡಿ, ವಯಸ್ಸು 50) ಎಂಬಾತ ಚೀಟಿ ವ್ಯವಹಾರ ನಡೆಸು ತ್ತಿದ್ದು, 800ಕ್ಕೂ ಹೆಚ್ಚು ಜನರಿಂದ ಹಣ ಸಂಗ್ರಹಿಸಿ ತೊಡಗಿಸಿಕೊಂಡು ಸುಮಾರು ರೂ.100 ಕೋಟಿ ಹಣ. ಹಣ ವಾಪಸ್ ನೀಡದೆ ಪರಾರಿ ಯಾಗಿರುವ ಘಟನೆ ಬಳ್ಳಾರಿಯಲ್ಲಿ ಬೆಳಕಿಗೆ ಬಂದಿದೆ. ವಂಚನೆಗೆ ಒಳಗಾದವರು ಬ್ಯಾಂಕ್ ವೇಳೆ ಪೊಲೀಸ್ ಠಾಣೆಯಲ್ಲಿ ದೂರು ದಾಖಲಿಸಿದ್ದಾರೆ. xyxy=(486,735,632,824)
ad-bakery-address: ವಿಳಾಸ:10ನೇವಾರ್ಡ್, ಆಚಿ ಕಾಂಪೌಂಡ್, ಕೆಎಲ್‌ಇಎಸ್, ಕಲ್ಯಾಣಮಂಟಪ ಎ., ಹೊಸಪೇಟೆ. ಮೊ: 9902259872 /6366336980 xyxy=(8,76,154,105)
blue-box-body: ಬಳ್ಳಾರಿ ಜಿಲ್ಲೆಯ ವಿವಿಧ ತಾಲೂಕುಗಳಲ್ಲಿ ನಡೆಯುತ್ತಿರುವ ಅಕ್ರಮ ಮರಳು?ಮರ ಸಾಗಾಣಿಕೆ, ಕಲ್ಲುಗಣಿಗಾರಿಕೆ, ಮಟ್ಕಾ ಜೂಜಾಟ, ಇಸ್ಪೆಟ್, ವೇಶ್ಯಾವಾಟಿಕೆ, ಟ್ರಾಫಿಕ್ ಸಮಸ್ಯೆಗಳು, ಕಳ್ಳತನ ಹಾಗೂ ಕೊಲೆ ಪ್ರಕರಣಗಳ ಮೇಲೆ ಡಾ. ಸುಮನ್ ಡಿ. ಪೆನ್ನೇಕರ್ ಅವರು ಎಂತಹ ಕಟ್ಟುನಿಟ್ಟಿನ ಕ್ರಮ ಕೈಗೊಳ್ಳಲಿದ್ದಾರೆ ಎಂಬುದರ ಬಗ್ಗೆ ಸಾರ್ವಜನಿಕ ವಲಯದಲ್ಲಿ ಕುತೂಹಲ ಮೂಡಿದೆ. ಜಿಲ್ಲೆಯಲ್ಲಿ ಅಕ್ರಮ ಚಟುವಟಿಕೆಗಳಿಗೆ ಕಡಿವಾಣ ಬಿದ್ದು ಶಾಂತಿ ನೆಲೆಸುವ ನಿರೀಕ್ಷೆ ಜನರಲ್ಲಿ ಮೂಡಿದೆ. xyxy=(786,486,936,567)
facebook-page-badge: ಹೊಸಪೇಟೆ ಟೈಮ್ಸ್ xyxy=(193,85,253,121)
masthead-title-english: HOSPET TIMES xyxy=(192,50,404,78)
officer-figure xyxy=(182,458,238,568)
ad-bakery xyxy=(6,6,156,176)
column-divider xyxy=(479,246,481,1494)
a1-body-col1: ಸಾರ್ವಜನಿಕ ಹಿತದೃಷ್ಟಿಯಿಂದ ಜಿಲ್ಲೆಯಾದ್ಯಂತ ಅಗತ್ಯ ಇರುವೆಡೆ ಸಿಸಿಟಿವಿ, ಸಂಚಾರ ನಿಯಂತ್ರಣ ಸೂಚನಾ ಫಲಕ, ಹಂಪ್ಸ್ ಅಳವಡಿಕೆ ಸೇರಿದಂತೆ ರಸ್ತೆ ದುರಸ್ತಿ ಮುಂತಾದ ಕಾರ್ಯಗಳನ್ನು ನಿಗದಿತ ಅವಧಿಯಲ್ಲಿ ಪೂರೈಸುವ ಮೂಲಕ ಅಪಘಾತ ಪ್ರಮಾಣ ತಗ್ಗಿಸಲು ಅಧಿಕಾರಿಗಳು ಸಮನ್ವಯತೆಯಿಂದ ಕಾರ್ಯನಿರ್ವಹಿಸಬೇಕು ಎಂದು ಜಿಲ್ಲಾಧಿಕಾರಿ ಕವಿತಾ ಮನ್ನಿಕೇರಿ ಸೂಚನೆ ನೀಡಿದರು. ನಗರದ ಜಿಲ್ಲಾಧಿಕಾರಿಗಳ ಕಚೇರಿ ಸಭಾಂಗಣದಲ್ಲಿ ನಡೆದ ರಸ್ತೆ ಸುರಕ್ಷತಾ ಸಮಿತಿ ಸಭೆಯ ಅಧ್ಯಕ್ಷತೆ ವಹಿಸಿ ಅವರು ಮಾತನಾಡಿದರು. ಜಿಲ್ಲೆಯ 6 ತಾಲ್ಲೂಕುಗಳಲ್ಲಿ ಅಗತ್ಯ ಇರುವೆಡೆ ಆಟೋ ಸ್ಟ್ಯಾಂಡ್ ನಿರ್ಮಾಣ, ಮಾರುಕಟ್ಟೆ ಪ್ರದೇಶ, ಶಾಲಾ ಕಾಲೇಜುಗಳ ಸಮೀಪ ಸೂಕ್ತ ಸುರಕ್ಷತಾ ಕ್ರಮ ಕೈಗೊಳ್ಳುವಂತೆ ಪೊಲೀಸ್ ಹಾಗೂ ಸಾರಿಗೆ ಅಧಿಕಾರಿಗಳಿಗೆ ಸೂಚಿಸಿದರು. ಹೆದ್ದಾರಿ ಬದಿಯ ಗ್ರಾಮಗಳ ಬಳಿ ವೇಗ ನಿಯಂತ್ರಕ ಕ್ರಮ, ಅಪಘಾತ ವಲಯಗಳ ಗುರುತಿಸುವಿಕೆ ಬಗ್ಗೆ ಅಧಿಕಾರಿಗಳಿಂದ ಮಾಹಿತಿ ಪಡೆದರು. ನಗರದ ಪ್ರಮುಖ ವೃತ್ತಗಳಲ್ಲಿ ಸಂಚಾರ ದಟ್ಟಣೆ ನಿವಾರಣೆಗೆ ಕ್ರಮ ವಹಿಸುವಂತೆಯೂ ತಿಳಿಸಿದರು. ಇದಕ್ಕೆ ಪ್ರತಿಕ್ರಿಯಿಸಿದ ಹೆಚ್ಚುವರಿ ಪೊಲೀಸ್ ವರಿಷ್ಠಾಧಿಕಾರಿ, ಅಗತ್ಯ ಕ್ರಮ ಕೈಗೊಳ್ಳುವುದಾಗಿ ತಿಳಿಸಿದರು. xyxy=(6,338,156,572)
a3-headline1: ಚೀಟಿ ಹಗರಣ : 800 ಕ್ಕೂ ಹೆಚ್ಚು ಜನರಿಗೆ ಪಂಗನಾಮ xyxy=(519,650,908,677)
a3-dateline: ಬಳ್ಳಾರಿ: xyxy=(486,735,508,746)
official-figure xyxy=(379,456,439,574)
a4-kicker: ಜಿಲ್ಲಾ ಮಟ್ಟದ ಹೆಚ್ ವಿಪಿ ಲಸಿಕಾ ಕಾರ್ಯಗಾರದಲ್ಲಿ ಆರ್‌ಸಿಹೆಚ್ ಜಂಬಯ್ಯ ಹೇಳಿಕೆ xyxy=(548,953,879,969)
pink-box-title: ಸೇವೆಯಲ್ಲಿ ಸ್ಪಷ್ಟ ಗುರುತು xyxy=(635,309,704,320)
founder-label: ಸಂಸ್ಥಾಪಕ ಸಂಪಾದಕರು xyxy=(273,158,347,169)
a2-headline-red: ಜನಪರ ಅಧಿಕಾರಿ ಡಾ. ಸುಮನ್ ಡಿ.ಪೆನ್ನೇಕರ್, xyxy=(542,247,885,274)
ad-tea-brand2: MARUTHI's xyxy=(839,40,899,52)
dam-photo xyxy=(11,790,173,900)
a5-dateline: ಬಳ್ಳಾರಿ: xyxy=(530,1279,552,1290)
a1-kicker: ರಸ್ತೆ ಸುರಕ್ಷತಾ ಸಭೆಯಲ್ಲಿ ಜಿಲ್ಲಾಧಿಕಾರಿ ಕವಿತಾ ಮನ್ನಿಕೇರಿ ಸೂಚನೆ, xyxy=(115,248,367,262)
article-road-safety xyxy=(6,248,476,748)
article-divider xyxy=(486,948,941,950)
a1-byline: ಹೊಸಪೇಟೆ ಟೈಮ್ಸ್ ನ್ಯೂಸ್ xyxy=(40,327,122,339)
a2-dateline: ಬಳ್ಳಾರಿ: xyxy=(486,349,508,360)
a7-headline: ಕರ್ನಾಟಕ ರಾಜ್ಯ ಮಕ್ಕಳ ಹಕ್ಕುಗಳ ರಕ್ಷಣಾ ಆಯೋಗದ ಅಧ್ಯಕ್ಷರ ಪ್ರವಾಸ xyxy=(10,1223,174,1256)
reservoir-row: ಇಂದಿನ ಮಟ್ಟ : 1,625.59 ಅಡಿ xyxy=(15,933,169,944)
masthead-title-kannada: ಹೊಸಪೇಟೆ xyxy=(217,3,379,52)
a2-body-col2: ಬೆಳಗಾವಿ ಜಿಲ್ಲೆಯ ಚಿಕ್ಕೋಡಿ ಉಪವಿಭಾಗದಲ್ಲಿ ಎಎಸ್‌ಪಿಯಾಗಿ ಸೇವೆ ಸಲ್ಲಿಸಿದ ಬಳಿಕ ವಿವಿಧ ಜಿಲ್ಲೆಗಳಲ್ಲಿ ಕಾರ್ಯನಿರ್ವಹಿಸಿದ ಅನುಭವ ಹೊಂದಿದ್ದಾರೆ. ಇದೀಗ ಬಳ್ಳಾರಿ ಜಿಲ್ಲಾ ಪೊಲೀಸ್ ವರಿಷ್ಠಾಧಿಕಾರಿಯಾಗಿ ಅಧಿಕಾರ ಸ್ವೀಕರಿಸಿದ್ದು, ಜಿಲ್ಲೆಯ ಜನತೆ ಅಕ್ರಮ ಚಟುವಟಿಕೆಗಳಿಗೆ ಕಡಿವಾಣ ಬೀಳುವ ನಿರೀಕ್ಷೆಯಲ್ಲಿದ್ದಾರೆ. 2026ರ ಜನವರಿಯಲ್ಲಿ ಬಳ್ಳಾರಿ ಜಿಲ್ಲೆಯಲ್ಲಿ ಉಂಟಾದ ಗಲಭೆ ಪ್ರಕರಣದ ಬಳಿಕ ಜಿಲ್ಲೆಗೆ ದಕ್ಷ ಅಧಿಕಾರಿಯ ಅಗತ್ಯವಿತ್ತು ಎಂಬ ಮಾತು ಕೇಳಿ ಬಂದಿತ್ತು. xyxy=(558,305,624,562)
